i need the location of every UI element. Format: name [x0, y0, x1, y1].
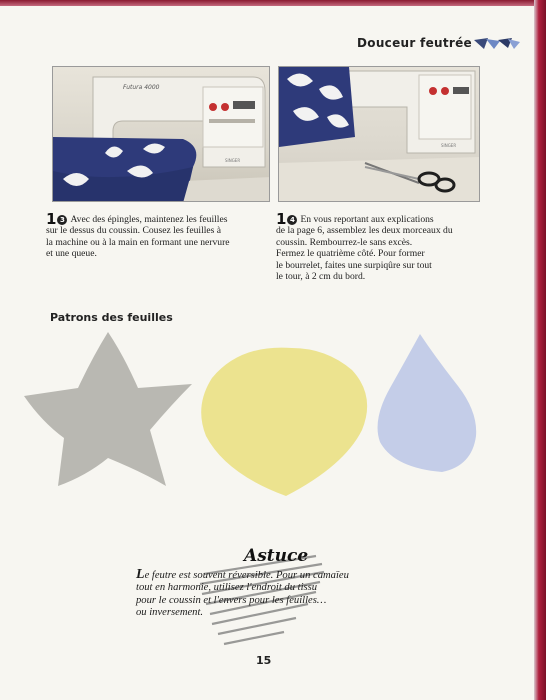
- tip-drop-cap: L: [136, 567, 145, 582]
- step-3-instructions: [46, 210, 268, 260]
- step-line: Avec des épingles, maintenez les feuilles: [70, 214, 228, 225]
- leaf-patterns-heading: Patrons des feuilles: [50, 311, 173, 324]
- book-page: [0, 6, 534, 700]
- tip-text: [130, 569, 430, 620]
- heart-leaf-pattern: [201, 348, 367, 496]
- step-circle-number: 3: [57, 215, 67, 225]
- machine-maker-label-2: SINGER: [441, 143, 457, 148]
- chapter-title: Douceur feutrée: [357, 36, 472, 50]
- page-number: 15: [256, 654, 272, 667]
- step-line: Fermez le quatrième côté. Pour former: [276, 248, 425, 260]
- step-line: de la page 6, assemblez les deux morceaux du: [276, 225, 453, 237]
- step-line: sur le dessus du coussin. Cousez les feuilles à: [46, 225, 222, 237]
- drop-leaf-pattern: [378, 334, 477, 472]
- sewing-machine-photo-1: [52, 66, 270, 202]
- tip-line: tout en harmonie, utilisez l'endroit du tissu: [136, 582, 318, 594]
- tip-line: ou inversement.: [136, 607, 204, 619]
- step-circle-number: 4: [287, 215, 297, 225]
- step-line: En vous reportant aux explications: [300, 214, 434, 225]
- step-marker: 1: [46, 210, 57, 228]
- step-marker: 1: [276, 210, 287, 228]
- machine-maker-label: SINGER: [225, 158, 241, 163]
- step-line: et une queue.: [46, 248, 97, 260]
- star-leaf-pattern: [24, 332, 192, 486]
- step-line: la machine ou à la main en formant une nervure: [46, 236, 230, 248]
- step-line: coussin. Rembourrez-le sans excès.: [276, 236, 413, 248]
- tip-line: pour le coussin et l'envers pour les feuilles…: [136, 594, 327, 606]
- page-binding-edge: [534, 0, 546, 700]
- leaf-patterns: [0, 326, 534, 536]
- step-line: le tour, à 2 cm du bord.: [276, 271, 366, 283]
- tip-heading: Astuce: [244, 546, 309, 566]
- step-line: le bourrelet, faites une surpiqûre sur tout: [276, 259, 432, 271]
- machine-brand-label: Futura 4000: [123, 84, 160, 91]
- step-4-instructions: [276, 210, 488, 283]
- sewing-machine-photo-2: [278, 66, 480, 202]
- tip-line: e feutre est souvent réversible. Pour un camaïeu: [144, 570, 349, 581]
- fabric-decoration-icon: [474, 38, 520, 50]
